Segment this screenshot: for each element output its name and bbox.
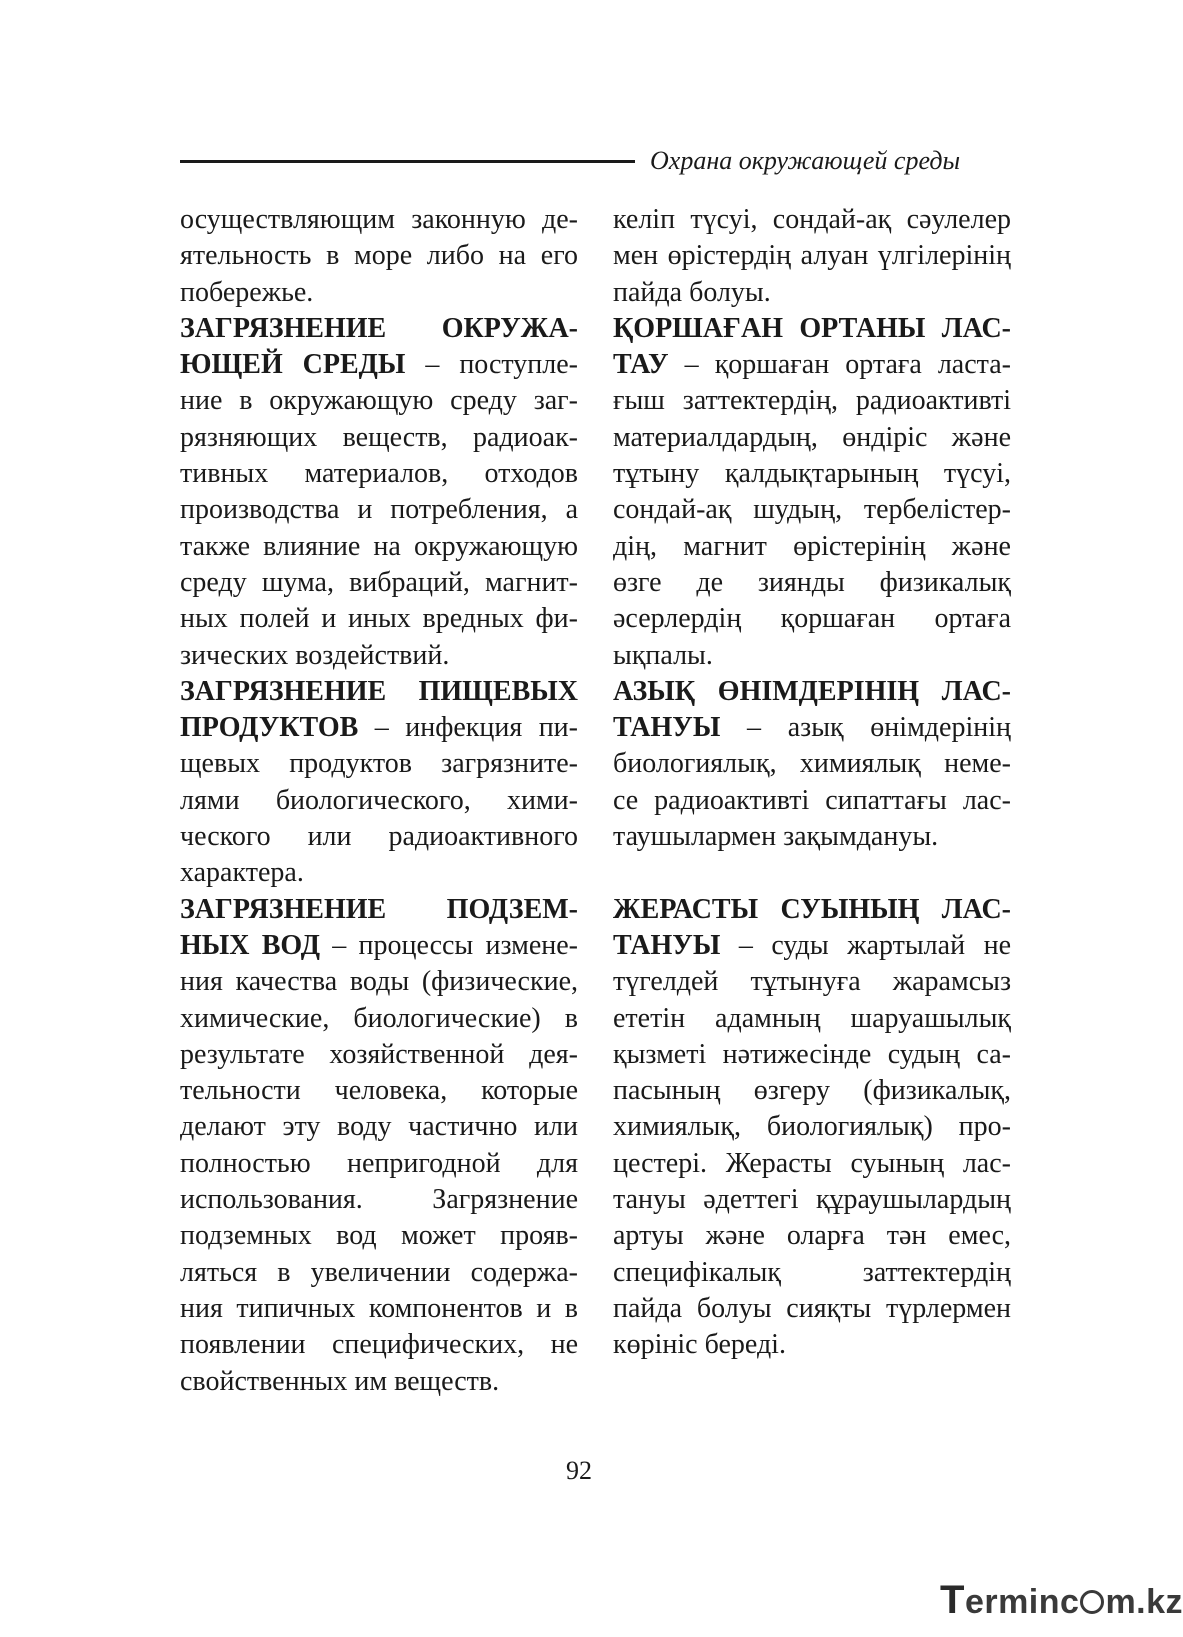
entry-term: ЮЩЕЙ СРЕДЫ	[180, 349, 406, 381]
text-line: ние в окружающую среду заг-	[180, 385, 578, 417]
text-line: тұтыну қалдықтарының түсуі,	[613, 458, 1011, 490]
term-line	[180, 674, 578, 710]
text-line: тануы әдеттегі құраушылардың	[613, 1184, 1011, 1216]
term-line	[613, 710, 1011, 746]
entry-definition-start: – азық өнімдерінің	[720, 712, 1011, 744]
term-line	[180, 892, 578, 928]
text-line: специфікалық заттектердің	[613, 1256, 1011, 1288]
entry-term: ЖЕРАСТЫ СУЫНЫҢ ЛАС-	[613, 893, 1011, 925]
term-line	[180, 311, 578, 347]
text-line: среду шума, вибраций, магнит-	[180, 566, 578, 598]
text-line: артуы және оларға тән емес,	[613, 1220, 1011, 1252]
text-line: материалдардың, өндіріс және	[613, 421, 1011, 453]
left-column	[180, 202, 578, 1400]
right-column	[613, 202, 1011, 1364]
term-line	[613, 311, 1011, 347]
text-line: осуществляющим законную де-	[180, 204, 578, 235]
text-line: ететін адамның шаруашылық	[613, 1002, 1011, 1034]
text-line: также влияние на окружающую	[180, 530, 578, 562]
text-line: ния типичных компонентов и в	[180, 1292, 578, 1324]
text-line: пайда болуы сияқты түрлермен	[613, 1292, 1011, 1324]
text-line: таушылармен зақымдануы.	[613, 821, 939, 853]
text-line: рязняющих веществ, радиоак-	[180, 421, 578, 453]
dictionary-entry	[613, 202, 1011, 311]
entry-definition-start: – процессы измене-	[320, 929, 578, 961]
magnifier-icon	[1080, 1590, 1104, 1614]
text-line: химиялық, биологиялық) про-	[613, 1111, 1011, 1143]
text-line: ғыш заттектердің, радиоактивті	[613, 385, 1011, 417]
termincom-watermark-logo	[940, 1578, 1183, 1623]
text-line: щевых продуктов загрязните-	[180, 748, 578, 780]
text-line: тельности человека, которые	[180, 1075, 578, 1107]
text-line: ных полей и иных вредных фи-	[180, 603, 578, 635]
term-line	[180, 928, 578, 964]
watermark-text-a: erminc	[964, 1583, 1080, 1621]
text-line: се радиоактивті сипаттағы лас-	[613, 784, 1011, 816]
text-line: ятельность в море либо на его	[180, 240, 578, 272]
entry-term: ПРОДУКТОВ	[180, 712, 359, 744]
text-line: зических воздействий.	[180, 639, 450, 671]
dictionary-entry	[180, 892, 578, 1400]
text-line: лями биологического, хими-	[180, 784, 578, 816]
term-line	[180, 710, 578, 746]
text-line: характера.	[180, 857, 304, 889]
dictionary-entry	[180, 202, 578, 311]
text-line: көрініс береді.	[613, 1329, 786, 1361]
text-line: появлении специфических, не	[180, 1329, 578, 1361]
text-line: результате хозяйственной дея-	[180, 1038, 578, 1070]
dictionary-entry	[180, 311, 578, 674]
entry-term: ЗАГРЯЗНЕНИЕ ПИЩЕВЫХ	[180, 675, 578, 707]
entry-term: ЗАГРЯЗНЕНИЕ ПОДЗЕМ-	[180, 893, 578, 925]
entry-definition-start: – поступле-	[405, 349, 578, 381]
watermark-t: T	[940, 1578, 965, 1622]
text-line: использования. Загрязнение	[180, 1184, 578, 1216]
text-line: биологиялық, химиялық неме-	[613, 748, 1011, 780]
text-line: мен өрістердің алуан үлгілерінің	[613, 240, 1011, 272]
term-line	[613, 347, 1011, 383]
text-line: келіп түсуі, сондай-ақ сәулелер	[613, 204, 1011, 235]
entry-term: НЫХ ВОД	[180, 929, 321, 961]
text-line: подземных вод может прояв-	[180, 1220, 578, 1252]
text-line: әсерлердің қоршаған ортаға	[613, 603, 1011, 635]
entry-term: ҚОРШАҒАН ОРТАНЫ ЛАС-	[613, 312, 1011, 344]
page-number: 92	[566, 1456, 592, 1485]
text-line: ляться в увеличении содержа-	[180, 1256, 578, 1288]
entry-definition-start: – инфекция пи-	[358, 712, 578, 744]
text-line: тивных материалов, отходов	[180, 458, 578, 490]
text-line: побережье.	[180, 276, 314, 308]
entry-term: ТАНУЫ	[613, 712, 721, 744]
entry-term: АЗЫҚ ӨНІМДЕРІНІҢ ЛАС-	[613, 675, 1011, 707]
text-line: дің, магнит өрістерінің және	[613, 530, 1011, 562]
running-header-title: Охрана окружающей среды	[650, 146, 961, 175]
text-line: ческого или радиоактивного	[180, 821, 578, 853]
watermark-text-b: m.kz	[1105, 1583, 1183, 1621]
text-line: цестері. Жерасты суының лас-	[613, 1147, 1011, 1179]
text-line: сондай-ақ шудың, тербелістер-	[613, 494, 1011, 526]
term-line	[180, 347, 578, 383]
text-line: ықпалы.	[613, 639, 713, 671]
entry-term: ЗАГРЯЗНЕНИЕ ОКРУЖА-	[180, 312, 578, 344]
text-line: пасының өзгеру (физикалық,	[613, 1075, 1011, 1107]
entry-definition-start: – суды жартылай не	[720, 929, 1011, 961]
dictionary-entry	[180, 674, 578, 892]
term-line	[613, 928, 1011, 964]
dictionary-entry	[613, 855, 1011, 1363]
text-line: өзге де зиянды физикалық	[613, 566, 1011, 598]
text-line: қызметі нәтижесінде судың са-	[613, 1038, 1011, 1070]
text-line: делают эту воду частично или	[180, 1111, 578, 1143]
dictionary-entry	[613, 311, 1011, 674]
entry-term: ТАНУЫ	[613, 929, 721, 961]
entry-spacer	[613, 855, 1011, 891]
term-line	[613, 892, 1011, 928]
text-line: свойственных им веществ.	[180, 1365, 500, 1397]
text-line: производства и потребления, а	[180, 494, 578, 526]
dictionary-entry	[613, 674, 1011, 855]
header-rule	[180, 160, 635, 163]
text-line: полностью непригодной для	[180, 1147, 578, 1179]
entry-definition-start: – қоршаған ортаға ласта-	[668, 349, 1011, 381]
text-line: химические, биологические) в	[180, 1002, 578, 1034]
entry-term: ТАУ	[613, 349, 669, 381]
text-line: ния качества воды (физические,	[180, 966, 578, 998]
text-line: пайда болуы.	[613, 276, 771, 308]
term-line	[613, 674, 1011, 710]
text-line: түгелдей тұтынуға жарамсыз	[613, 966, 1011, 998]
